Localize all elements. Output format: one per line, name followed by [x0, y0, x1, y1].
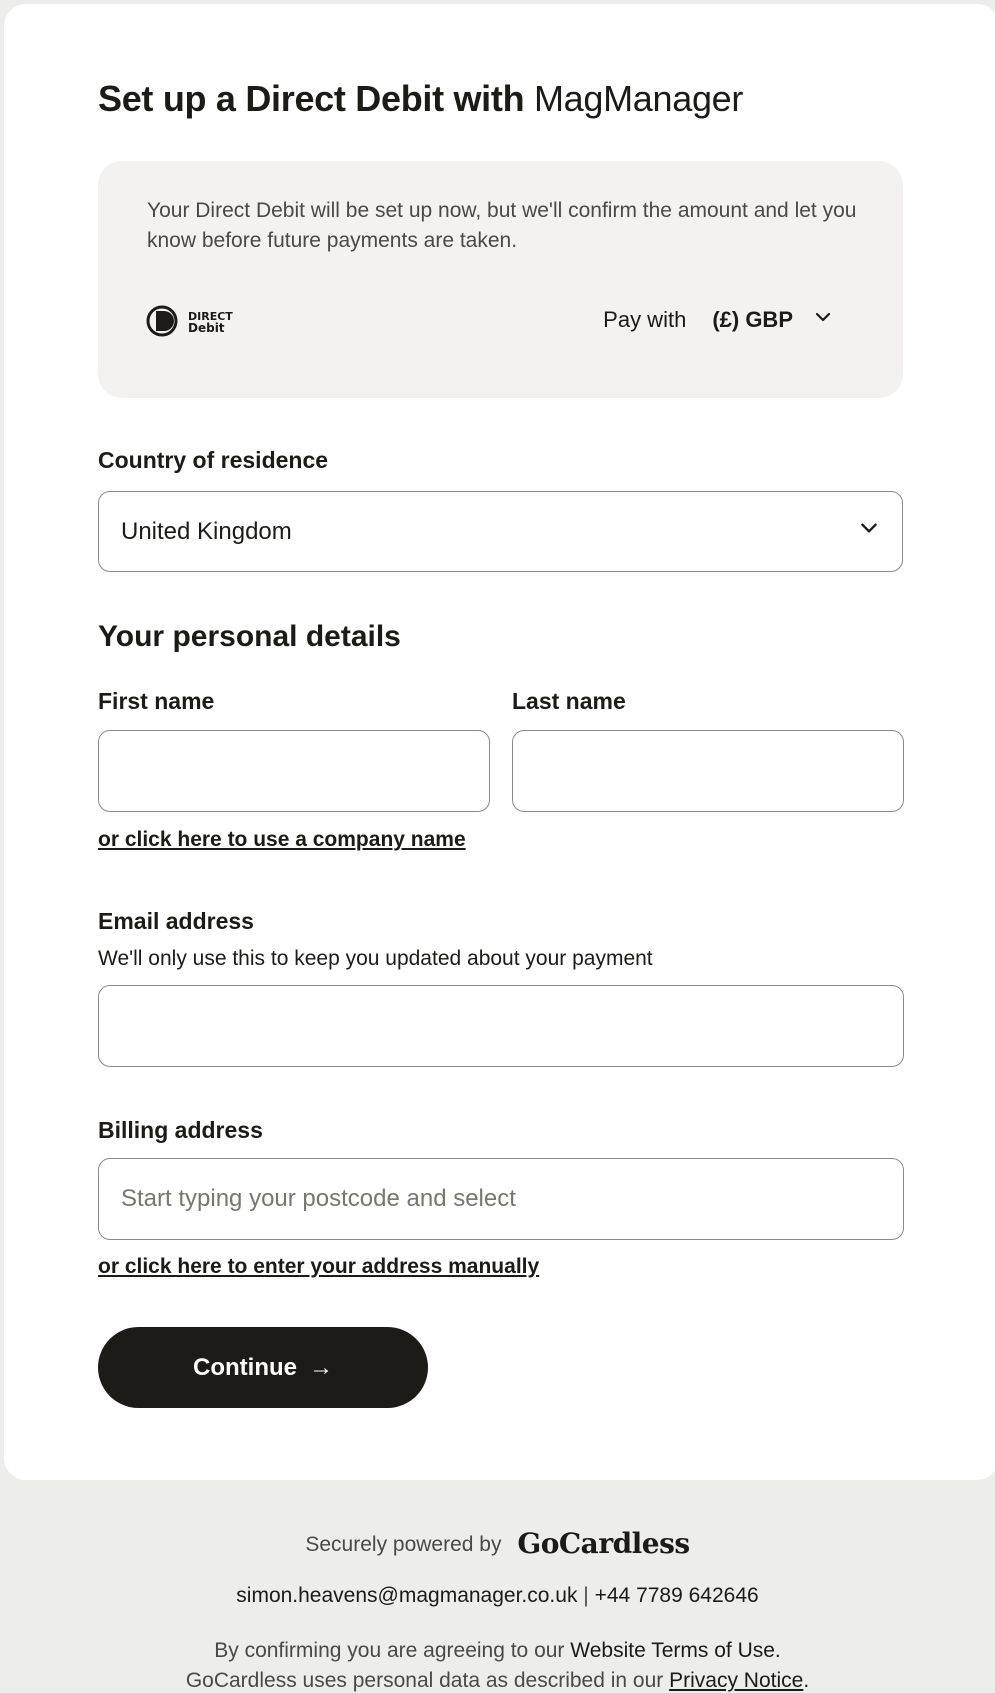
email-input[interactable]	[99, 986, 903, 1066]
gocardless-logo: GoCardless	[517, 1527, 690, 1560]
first-name-field[interactable]	[98, 730, 490, 812]
payment-info-text: Your Direct Debit will be set up now, but we'll confirm the amount and let you know before future payments are taken.	[147, 199, 857, 252]
country-value: United Kingdom	[121, 517, 292, 545]
chevron-down-icon	[813, 307, 833, 333]
terms-prefix: By confirming you are agreeing to our	[214, 1639, 565, 1662]
page-title	[98, 78, 743, 120]
country-select[interactable]	[98, 491, 903, 572]
pay-with-label: Pay with	[603, 307, 687, 332]
last-name-label: Last name	[512, 688, 626, 714]
contact-phone: +44 7789 642646	[594, 1584, 759, 1607]
country-label: Country of residence	[98, 447, 329, 473]
company-name-link[interactable]: or click here to use a company name	[98, 828, 466, 851]
direct-debit-logo	[146, 305, 238, 342]
privacy-line: GoCardless uses personal data as described in our Privacy Notice.	[185, 1669, 810, 1692]
currency-value: (£) GBP	[712, 307, 793, 332]
billing-address-input[interactable]	[99, 1159, 903, 1239]
privacy-prefix: GoCardless uses personal data as described in our	[185, 1669, 664, 1692]
manual-address-link[interactable]: or click here to enter your address manually	[98, 1255, 540, 1278]
logo-text-direct: DIRECT	[188, 310, 233, 323]
billing-address-field[interactable]	[98, 1158, 904, 1240]
powered-by-text: Securely powered by	[305, 1533, 502, 1556]
email-field[interactable]	[98, 985, 904, 1067]
first-name-input[interactable]	[99, 731, 489, 811]
continue-label: Continue	[193, 1353, 297, 1381]
last-name-field[interactable]	[512, 730, 904, 812]
title-prefix: Set up a Direct Debit with	[98, 78, 525, 119]
chevron-down-icon	[858, 517, 880, 546]
payment-info-box	[98, 161, 903, 398]
last-name-input[interactable]	[513, 731, 903, 811]
first-name-label: First name	[98, 688, 215, 714]
personal-details-heading: Your personal details	[98, 620, 401, 653]
billing-address-label: Billing address	[98, 1117, 263, 1143]
email-label: Email address	[98, 908, 254, 934]
email-hint: We'll only use this to keep you updated about your payment	[98, 947, 653, 970]
contact-email: simon.heavens@magmanager.co.uk	[236, 1584, 578, 1607]
terms-link[interactable]: Website Terms of Use	[570, 1639, 775, 1662]
continue-button[interactable]	[98, 1327, 428, 1408]
terms-line: By confirming you are agreeing to our Website Terms of Use.	[214, 1639, 781, 1662]
currency-selector[interactable]	[603, 307, 833, 333]
powered-by	[0, 1527, 995, 1560]
contact-info	[0, 1584, 995, 1608]
privacy-link[interactable]: Privacy Notice	[669, 1669, 804, 1692]
logo-text-debit: Debit	[188, 321, 225, 335]
contact-separator: |	[583, 1584, 589, 1607]
merchant-name: MagManager	[533, 78, 744, 119]
arrow-right-icon: →	[308, 1353, 333, 1381]
